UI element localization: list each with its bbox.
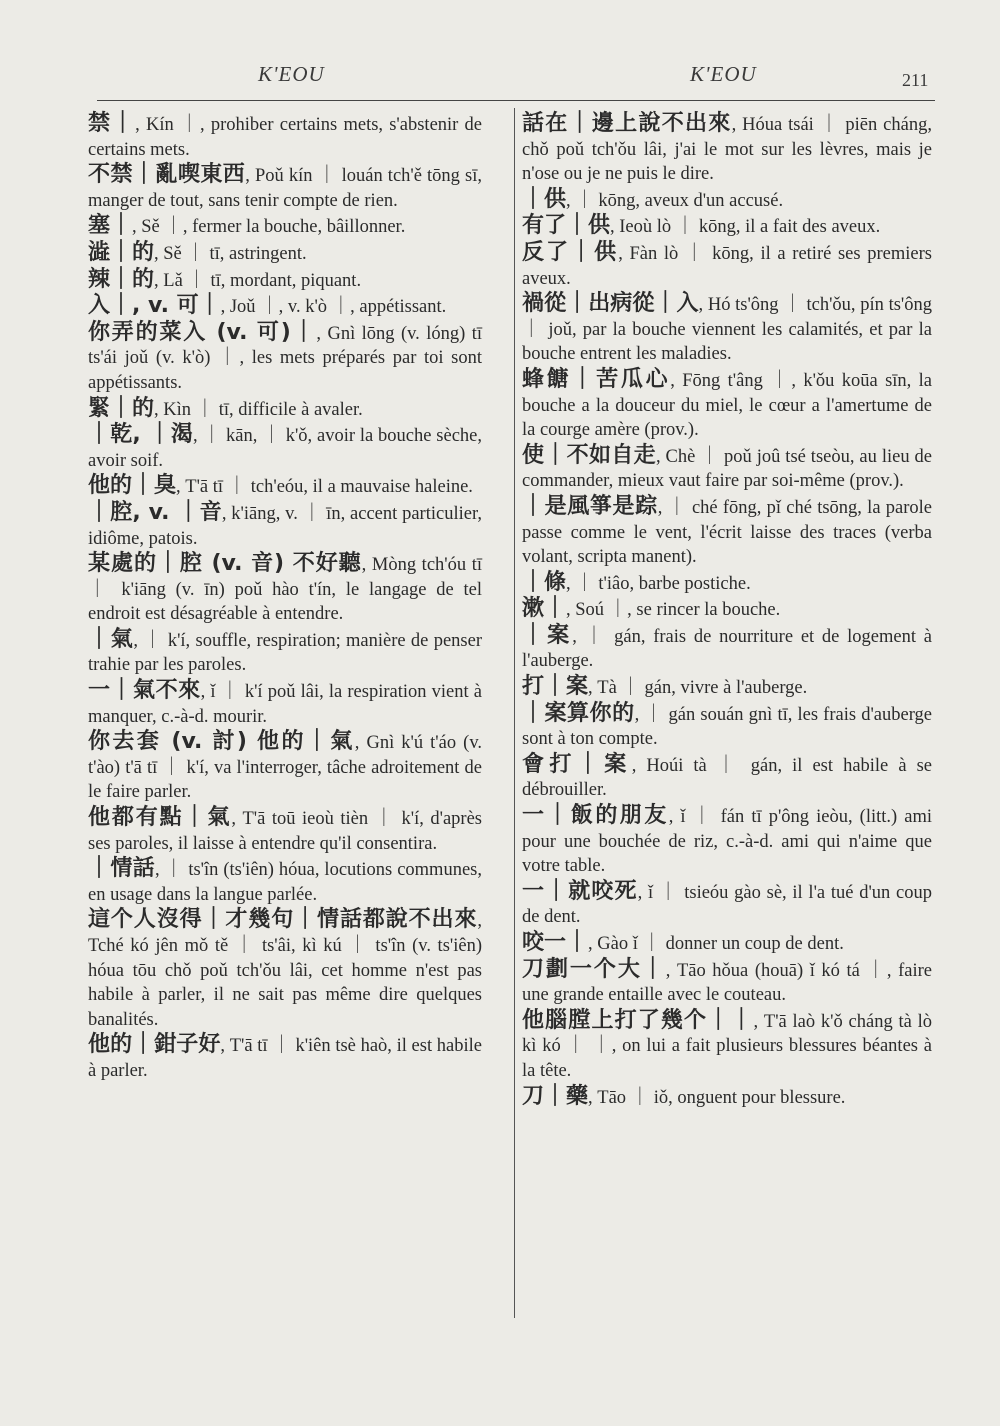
entry-text: , ｜ ts'în (ts'iên) hóua, locutions communes, en usage dans la langue parlée. — [88, 860, 482, 905]
entry-headword: 反了｜供 — [522, 239, 619, 265]
entry-headword: 緊｜的 — [88, 395, 155, 421]
entry-headword: 有了｜供 — [522, 213, 611, 239]
dictionary-entry — [522, 880, 932, 930]
entry-text: , Soú ｜, se rincer la bouche. — [566, 600, 781, 621]
page-number: 211 — [902, 70, 929, 90]
entry-text: , ｜ k'í, souffle, respiration; manière de penser trahie par les paroles. — [88, 630, 482, 676]
dictionary-entry — [88, 730, 482, 805]
entry-headword: ｜乾, ｜渴 — [88, 422, 194, 448]
entry-headword: 一｜就咬死 — [522, 878, 638, 904]
entry-text: , T'ā laò k'ǒ cháng tà lò kì kó ｜ ｜, on lui a fait plusieurs blessures béantes à la tête. — [522, 1011, 932, 1081]
entry-text: , k'iāng, v. ｜ īn, accent particulier, idiôme, patois. — [88, 503, 482, 549]
entry-headword: ｜案算你的 — [522, 700, 635, 726]
entry-headword: 打｜案 — [522, 674, 589, 700]
dictionary-entry — [522, 597, 932, 623]
dictionary-entry — [88, 679, 482, 729]
entry-headword: 禍從｜出病從｜入 — [522, 291, 699, 317]
dictionary-entry — [88, 163, 482, 213]
entry-text: , Hóua tsái ｜ piēn cháng, chǒ poǔ tch'ǒu lâi, j'ai le mot sur les lèvres, mais je n'ose ou je ne puis le dire. — [522, 115, 932, 185]
entry-text: , ǐ ｜ tsieóu gào sè, il l'a tué d'un coup de dent. — [522, 882, 932, 928]
entry-text: , Lǎ ｜ tī, mordant, piquant. — [154, 270, 362, 291]
entry-headword: ｜案 — [522, 622, 573, 648]
dictionary-entry — [522, 214, 932, 240]
entry-headword: 這个人沒得｜才幾句｜情話都說不出來 — [88, 907, 478, 933]
dictionary-entry — [88, 112, 482, 162]
entry-text: , Poǔ kín ｜ louán tch'ě tōng sī, manger de tout, sans tenir compte de rien. — [88, 166, 482, 211]
entry-text: , T'ā tī ｜ tch'eóu, il a mauvaise haleine. — [176, 477, 473, 498]
entry-headword: 他的｜鉗子好 — [88, 1032, 221, 1058]
entry-headword: 入｜, v. 可｜ — [88, 293, 221, 319]
entry-text: , Kìn ｜ tī, difficile à avaler. — [154, 399, 363, 420]
entry-headword: 禁｜ — [88, 111, 136, 136]
entry-headword: 刀劃一个大｜ — [522, 956, 666, 982]
dictionary-entry — [88, 501, 482, 551]
entry-headword: 蜂餹｜苦瓜心 — [522, 366, 671, 392]
entry-text: , Joǔ ｜, v. k'ò ｜, appétissant. — [220, 297, 447, 318]
entry-text: , T'ā tī ｜ k'iên tsè haò, il est habile à parler. — [88, 1036, 482, 1081]
entry-headword: 一｜飯的朋友 — [522, 803, 669, 829]
entry-text: , ｜ t'iâo, barbe postiche. — [566, 573, 751, 594]
entry-text: , Hó ts'ông ｜ tch'ǒu, pín ts'ông ｜ joǔ, par la bouche viennent les calamités, et par la bouche entrent les maladies. — [522, 295, 932, 365]
entry-headword: 你弄的菜入 (v. 可)｜ — [88, 319, 317, 345]
dictionary-entry — [88, 1033, 482, 1083]
dictionary-entry — [88, 628, 482, 678]
dictionary-entry — [88, 321, 482, 396]
entry-text: , Tāo ｜ iǒ, onguent pour blessure. — [588, 1087, 846, 1108]
entry-text: , Sě ｜, fermer la bouche, bâillonner. — [132, 217, 406, 238]
dictionary-entry — [522, 675, 932, 701]
dictionary-entry — [522, 804, 932, 879]
entry-headword: ｜條 — [522, 569, 567, 595]
entry-text: , Gào ǐ ｜ donner un coup de dent. — [588, 934, 844, 954]
entry-headword: 咬一｜ — [522, 930, 589, 955]
entry-headword: ｜腔, v. ｜音 — [88, 499, 222, 525]
dictionary-entry — [88, 552, 482, 627]
entry-headword: 澁｜的 — [88, 239, 155, 265]
dictionary-entry — [88, 241, 482, 267]
entry-text: , ｜ gán, frais de nourriture et de logement à l'auberge. — [522, 626, 932, 672]
dictionary-entry — [522, 241, 932, 291]
dictionary-entry — [522, 188, 932, 214]
running-head-right: K'EOU — [690, 62, 757, 86]
entry-text: , Gnì lōng (v. lóng) tī ts'ái joǔ (v. k'ò) ｜, les mets préparés par toi sont appétissants. — [88, 323, 482, 393]
dictionary-entry — [88, 857, 482, 907]
entry-headword: 他都有點｜氣 — [88, 805, 232, 831]
dictionary-entry — [88, 294, 482, 320]
entry-headword: 漱｜ — [522, 596, 567, 622]
entry-headword: 某處的｜腔 (v. 音) 不好聽 — [88, 551, 362, 577]
entry-text: , T'ā toū ieoù tièn ｜ k'í, d'après ses paroles, il laisse à entendre qu'il consentira. — [88, 809, 482, 854]
dictionary-entry — [522, 112, 932, 187]
left-column — [88, 112, 482, 1085]
running-head-left: K'EOU — [258, 62, 325, 86]
dictionary-entry — [522, 292, 932, 367]
dictionary-entry — [88, 214, 482, 240]
entry-text: , Kín ｜, prohiber certains mets, s'abstenir de certains mets. — [88, 115, 482, 160]
entry-headword: ｜供 — [522, 186, 567, 212]
entry-text: , Fōng t'âng ｜, k'ǒu koūa sīn, la bouche a la douceur du miel, le cœur a l'amertume de la courge amère (prov.). — [522, 370, 932, 441]
header-rule — [97, 100, 935, 101]
entry-text: , ｜ gán souán gnì tī, les frais d'auberge sont à ton compte. — [522, 704, 932, 750]
entry-text: , Chè ｜ poǔ joû tsé tseòu, au lieu de commander, mieux vaut faire par soi-même (prov.). — [522, 446, 932, 492]
entry-headword: 塞｜ — [88, 213, 133, 239]
entry-text: , Tché kó jên mǒ tě ｜ ts'âi, kì kú ｜ ts'în (v. ts'iên) hóua tōu chǒ poǔ tch'ǒu lâi, cet homme n'est pas habile à parler, il ne sait pas même dire quelques banalités. — [88, 911, 482, 1030]
entry-text: , Ieoù lò ｜ kōng, il a fait des aveux. — [610, 217, 881, 238]
entry-text: , ｜ ché fōng, pǐ ché tsōng, la parole passe comme le vent, l'écrit laisse des traces (verba volant, scripta manent). — [522, 497, 932, 568]
entry-headword: 他的｜臭 — [88, 473, 177, 499]
entry-headword: 他腦膛上打了幾个｜｜ — [522, 1007, 754, 1033]
dictionary-entry — [88, 474, 482, 500]
entry-headword: 一｜氣不來 — [88, 678, 201, 704]
entry-text: , Fàn lò ｜ kōng, il a retiré ses premiers aveux. — [522, 243, 932, 289]
entry-headword: ｜氣 — [88, 626, 134, 652]
dictionary-entry — [88, 268, 482, 294]
entry-headword: 話在｜邊上說不出來 — [522, 111, 732, 136]
dictionary-entry — [522, 702, 932, 752]
dictionary-entry — [522, 571, 932, 597]
entry-headword: 不禁｜亂喫東西 — [88, 162, 246, 188]
dictionary-entry — [522, 1009, 932, 1084]
entry-headword: 辣｜的 — [88, 266, 155, 292]
entry-text: , ǐ ｜ k'í poǔ lâi, la respiration vient à manquer, c.-à-d. mourir. — [88, 682, 482, 727]
dictionary-entry — [522, 1085, 932, 1111]
entry-headword: 你去套 (v. 討) 他的｜氣 — [88, 729, 355, 755]
entry-text: , ｜ kōng, aveux d'un accusé. — [566, 190, 784, 211]
entry-headword: 會打｜案 — [522, 751, 632, 777]
dictionary-entry — [522, 495, 932, 570]
dictionary-entry — [522, 958, 932, 1008]
dictionary-entry — [522, 931, 932, 957]
entry-text: , Tāo hǒua (houā) ǐ kó tá ｜, faire une grande entaille avec le couteau. — [522, 960, 932, 1006]
entry-text: , Gnì k'ú t'áo (v. t'ào) t'ā tī ｜ k'í, va l'interroger, tâche adroitement de le faire parler. — [88, 733, 482, 803]
dictionary-entry — [522, 624, 932, 674]
dictionary-entry — [522, 444, 932, 494]
entry-headword: ｜是風箏是踪 — [522, 493, 658, 519]
entry-text: , Sě ｜ tī, astringent. — [154, 243, 307, 264]
dictionary-entry — [88, 908, 482, 1032]
entry-text: , ǐ ｜ fán tī p'ông ieòu, (litt.) ami pour une bouchée de riz, c.-à-d. ami qui n'aime que votre table. — [522, 807, 932, 877]
entry-text: , Mòng tch'óu tī ｜ k'iāng (v. īn) poǔ hào t'ín, le langage de tel endroit est désagréable à entendre. — [88, 555, 482, 625]
dictionary-entry — [88, 806, 482, 856]
entry-headword: ｜情話 — [88, 856, 155, 882]
dictionary-entry — [88, 397, 482, 423]
dictionary-entry — [522, 368, 932, 443]
page-header — [0, 58, 1000, 98]
entry-text: , ｜ kān, ｜ k'ǒ, avoir la bouche sèche, avoir soif. — [88, 426, 482, 471]
entry-headword: 使｜不如自走 — [522, 442, 656, 468]
right-column — [522, 112, 932, 1111]
entry-text: , Tà ｜ gán, vivre à l'auberge. — [588, 678, 808, 699]
dictionary-entry — [522, 753, 932, 803]
column-divider — [514, 108, 515, 1318]
entry-text: , Hoúi tà ｜ gán, il est habile à se débrouiller. — [522, 755, 932, 801]
entry-headword: 刀｜藥 — [522, 1083, 589, 1109]
dictionary-entry — [88, 423, 482, 473]
